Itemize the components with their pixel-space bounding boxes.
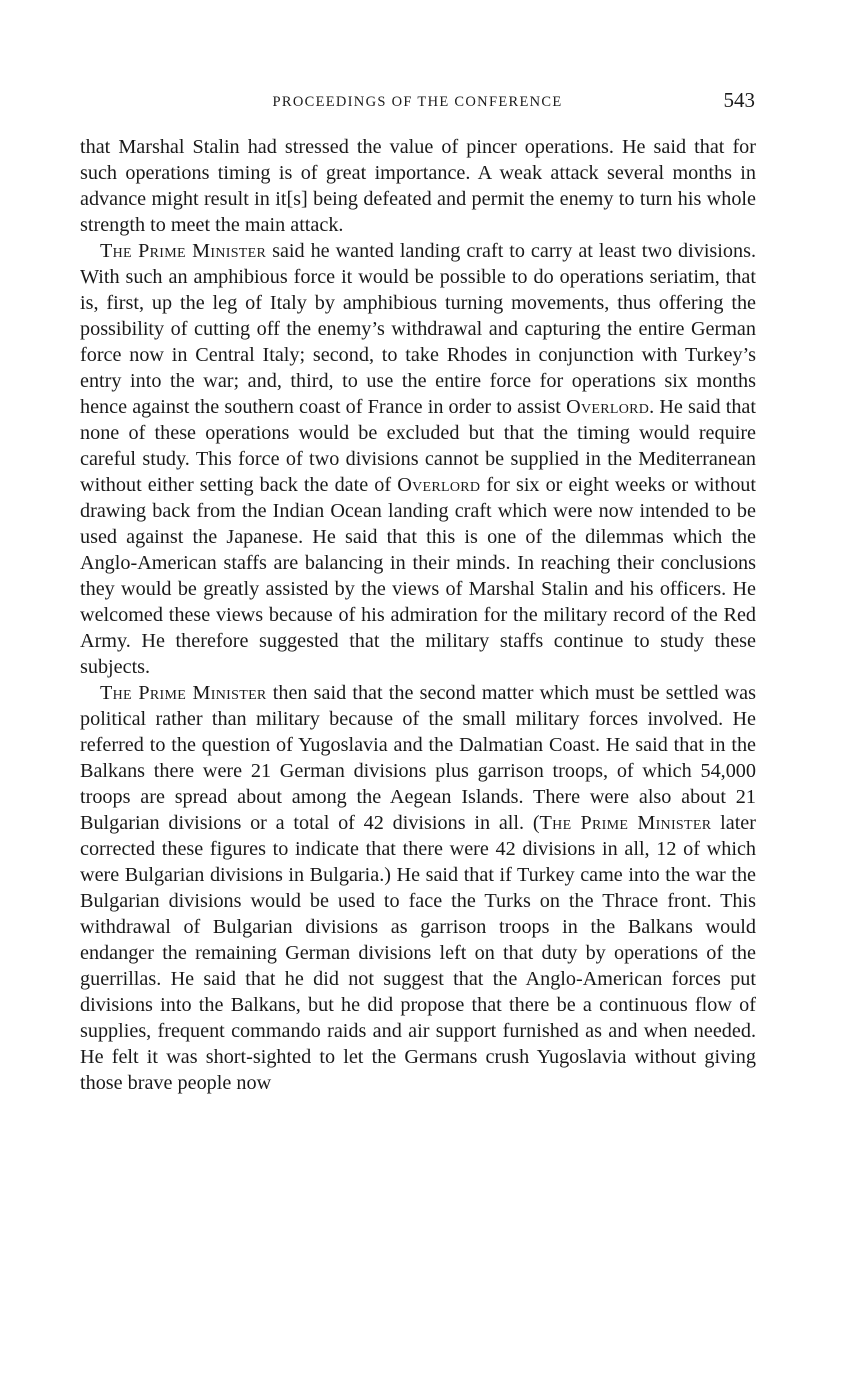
paragraph-3-text-part-2: later corrected these figures to indicate that there were 42 divisions in all, 12 of which were Bulgarian divisions in Bulgaria.) He said that if Turkey came into the war the Bulgarian divisions would be used to face the Turks on the Thrace front. This withdrawal of Bulgarian divisions as garrison troops in the Balkans would endanger the remaining German divisions left on that duty by operations of the guerrillas. He said that he did not suggest that the Anglo-American forces put divisions into the Balkans, but he did propose that there be a continuous flow of supplies, frequent commando raids and air support furnished as and when needed. He felt it was short-sighted to let the Germans crush Yugoslavia without giving those brave people now [80, 812, 756, 1094]
running-head [80, 88, 755, 118]
paragraph-1 [80, 134, 756, 238]
operation-name-overlord: Overlord [397, 474, 481, 496]
operation-name-overlord: Overlord [566, 396, 650, 418]
body-text [80, 134, 756, 1096]
paragraph-1-text: that Marshal Stalin had stressed the value of pincer operations. He said that for such operations timing is of great importance. A weak attack several months in advance might result in it[s] being defeated and permit the enemy to turn his whole strength to meet the main attack. [80, 136, 756, 236]
paragraph-2-text-part-2: . He said that none of these operations would be excluded but that the timing would require careful study. This force of two divisions cannot be supplied in the Mediterranean without either setting back the date of [80, 396, 756, 496]
paragraph-3 [80, 680, 756, 1096]
paragraph-2-text-part-1: said he wanted landing craft to carry at least two divisions. With such an amphibious force it would be possible to do operations seriatim, that is, first, up the leg of Italy by amphibious turning movements, thus offering the possibility of cutting off the enemy’s withdrawal and capturing the entire German force now in Central Italy; second, to take Rhodes in conjunction with Turkey’s entry into the war; and, third, to use the entire force for operations six months hence against the southern coast of France in order to assist [80, 240, 756, 418]
running-title: PROCEEDINGS OF THE CONFERENCE [272, 94, 563, 110]
speaker-prime-minister: The Prime Minister [100, 240, 267, 262]
paragraph-2-text-part-3: for six or eight weeks or without drawing back from the Indian Ocean landing craft which were now intended to be used against the Japanese. He said that this is one of the dilemmas which the Anglo-American staffs are balancing in their minds. In reaching their conclusions they would be greatly assisted by the views of Marshal Stalin and his officers. He welcomed these views because of his admiration for the military record of the Red Army. He therefore suggested that the military staffs continue to study these subjects. [80, 474, 757, 678]
paragraph-3-text-part-1: then said that the second matter which must be settled was political rather than military because of the small military forces involved. He referred to the question of Yugoslavia and the Dalmatian Coast. He said that in the Balkans there were 21 German divisions plus garrison troops, of which 54,000 troops are spread about among the Aegean Islands. There were also about 21 Bulgarian divisions or a total of 42 divisions in all. ( [80, 682, 757, 834]
paragraph-2 [80, 238, 756, 680]
page-number: 543 [723, 88, 755, 112]
speaker-prime-minister: The Prime Minister [100, 682, 267, 704]
speaker-prime-minister-inline: The Prime Minister [539, 812, 712, 834]
